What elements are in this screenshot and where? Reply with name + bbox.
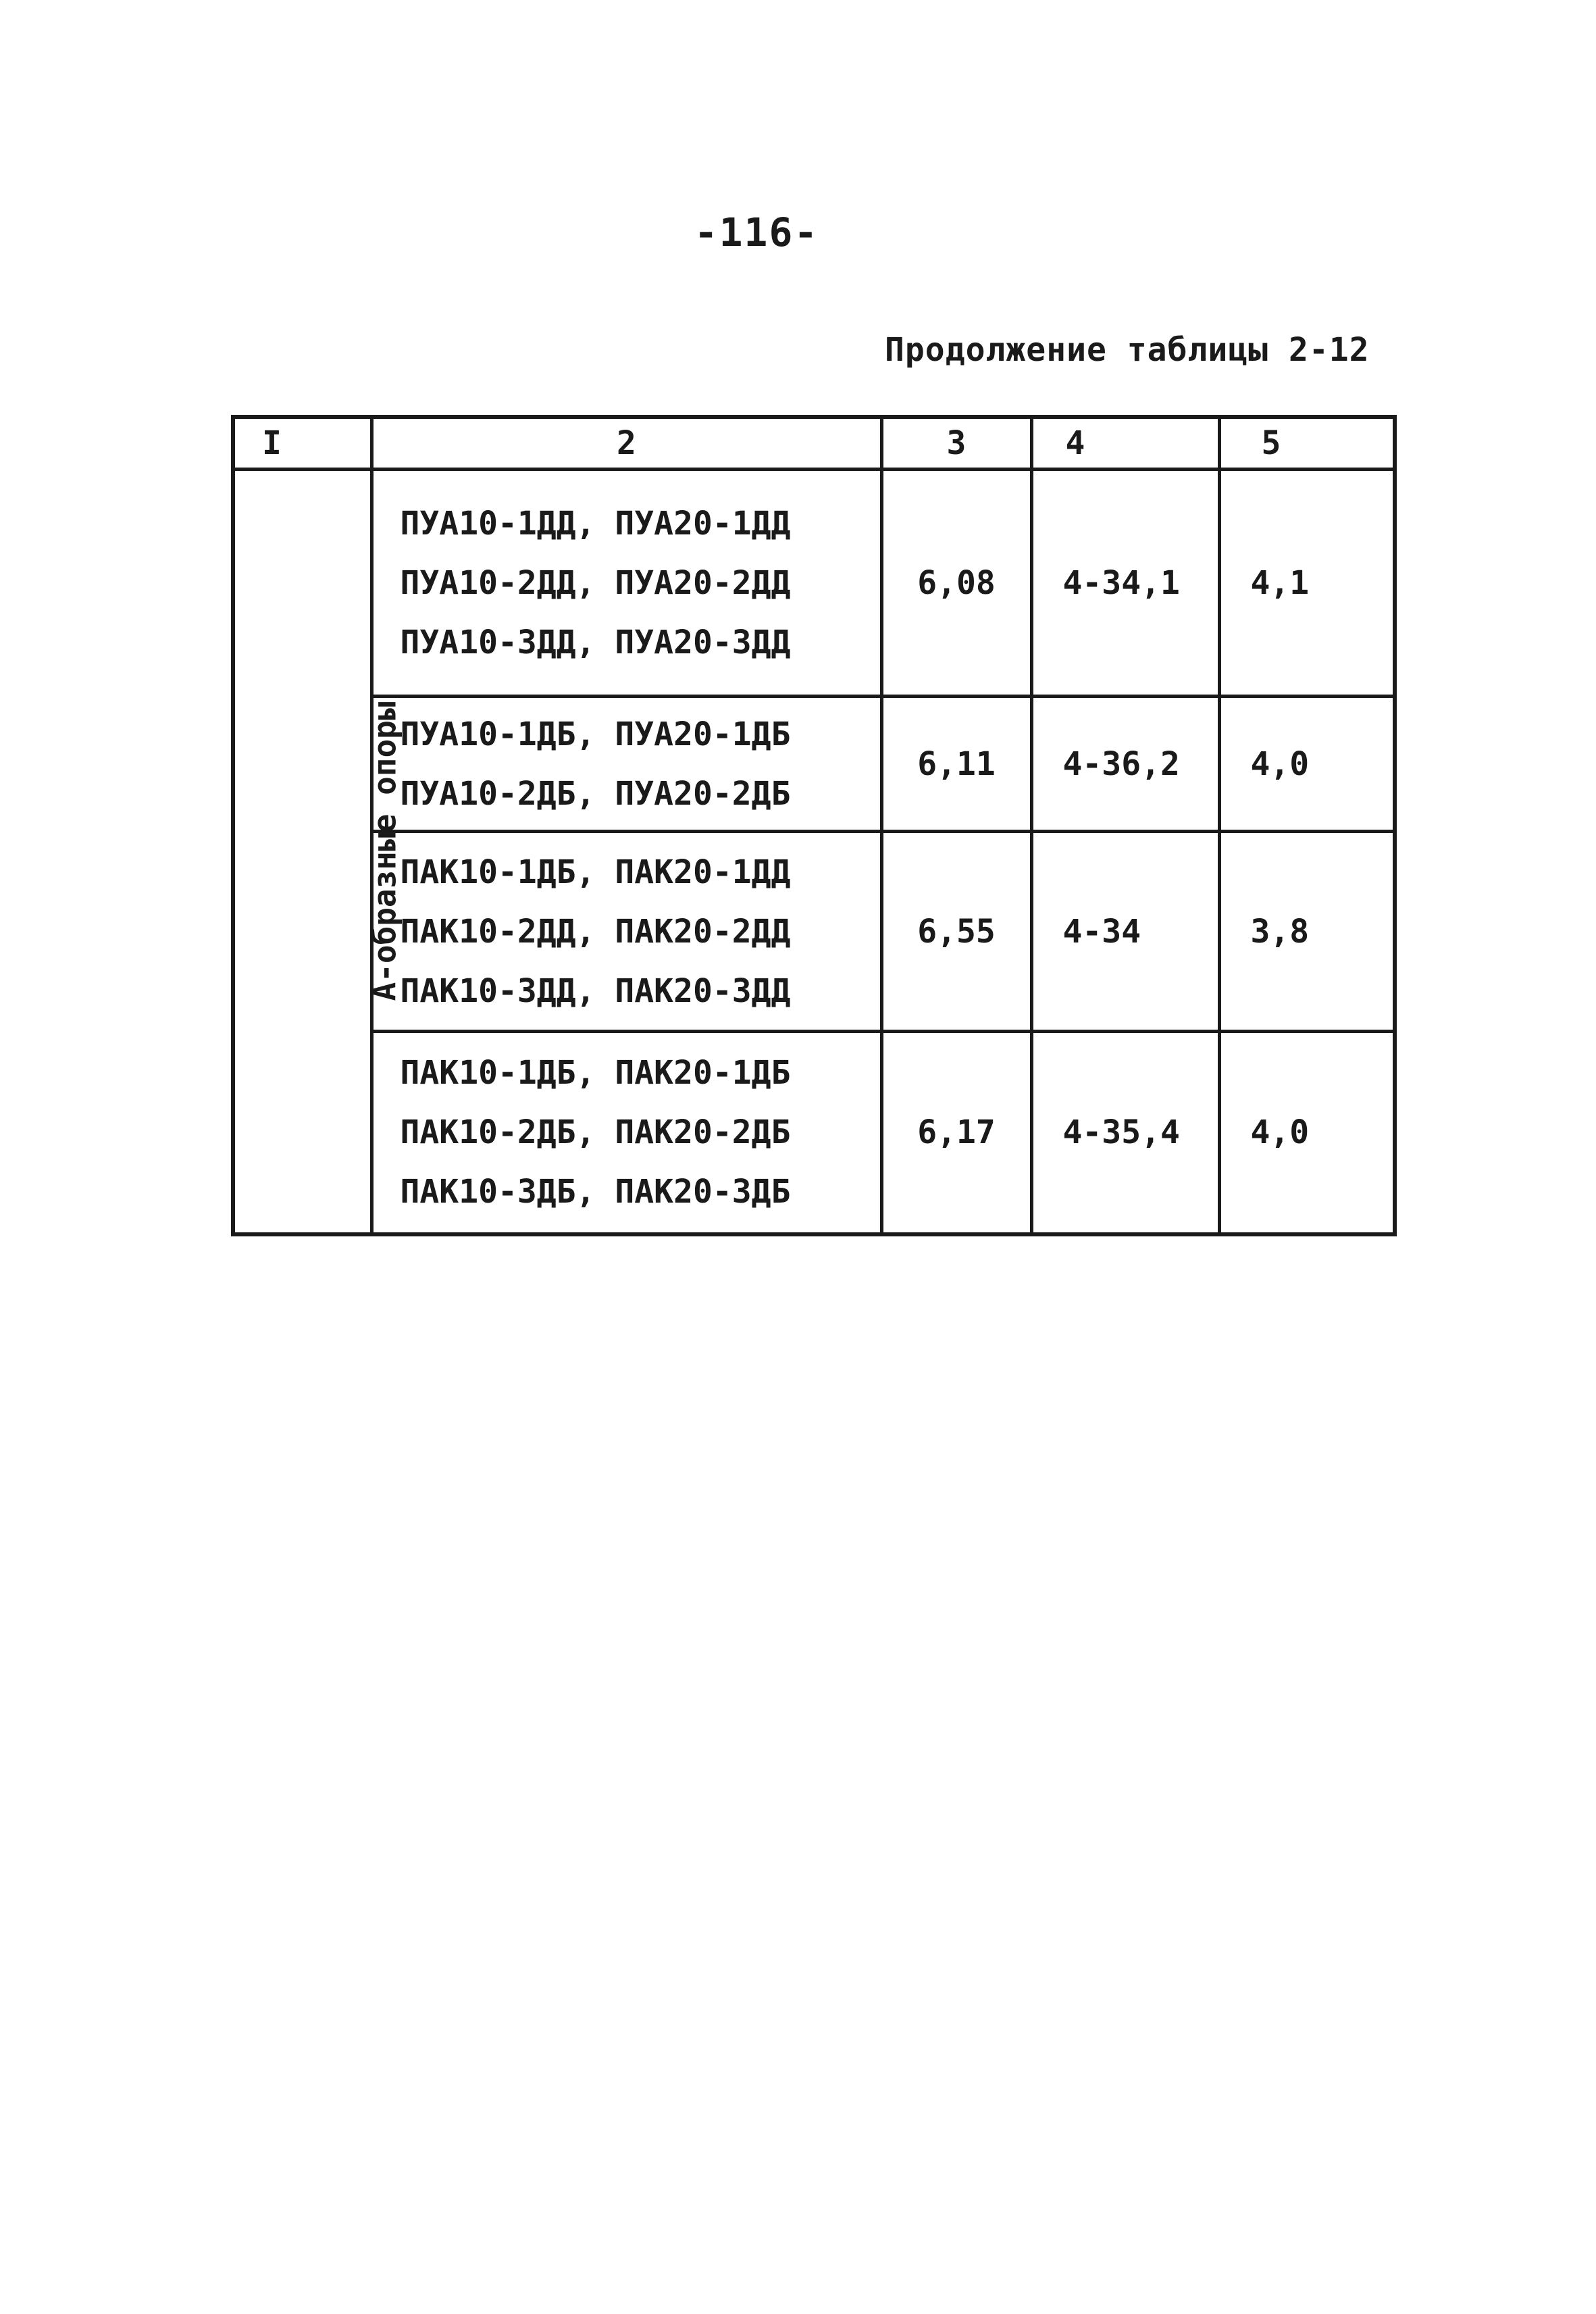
table-row <box>233 697 1395 832</box>
page-number: -116- <box>694 209 819 255</box>
model-line: ПУА10-2ДБ, ПУА20-2ДБ <box>400 774 791 813</box>
model-line: ПАК10-1ДБ, ПАК20-1ДБ <box>400 1054 791 1092</box>
table-row <box>233 1032 1395 1234</box>
table-row <box>233 832 1395 1032</box>
header-col-3: 3 <box>881 417 1031 470</box>
header-col-5: 5 <box>1219 417 1395 470</box>
header-col-1: I <box>233 417 371 470</box>
col5-value: 4,1 <box>1219 470 1395 697</box>
model-line: ПУА10-2ДД, ПУА20-2ДД <box>400 563 791 602</box>
model-line: ПАК10-2ДБ, ПАК20-2ДБ <box>400 1113 791 1152</box>
col5-value: 4,0 <box>1219 697 1395 832</box>
model-line: ПУА10-1ДБ, ПУА20-1ДБ <box>400 715 791 753</box>
side-group-label: А-образные опоры <box>366 701 403 1001</box>
side-group-cell <box>233 470 403 1234</box>
models-cell <box>371 1032 881 1234</box>
model-line: ПАК10-2ДД, ПАК20-2ДД <box>400 912 791 951</box>
header-col-2: 2 <box>371 417 881 470</box>
col4-value: 4-34,1 <box>1031 470 1219 697</box>
models-cell <box>371 832 881 1032</box>
col4-value: 4-36,2 <box>1031 697 1219 832</box>
col5-value: 3,8 <box>1219 832 1395 1032</box>
col4-value: 4-34 <box>1031 832 1219 1032</box>
models-cell <box>371 697 881 832</box>
col5-value: 4,0 <box>1219 1032 1395 1234</box>
model-line: ПАК10-3ДБ, ПАК20-3ДБ <box>400 1173 791 1211</box>
table-row <box>233 470 1395 697</box>
model-line: ПАК10-1ДБ, ПАК20-1ДД <box>400 853 791 891</box>
model-line: ПУА10-1ДД, ПУА20-1ДД <box>400 504 791 543</box>
model-line: ПАК10-3ДД, ПАК20-3ДД <box>400 972 791 1010</box>
table-header-row <box>233 417 1395 470</box>
data-table <box>231 415 1397 1236</box>
col3-value: 6,55 <box>881 832 1031 1032</box>
col3-value: 6,08 <box>881 470 1031 697</box>
models-cell <box>371 470 881 697</box>
header-col-4: 4 <box>1031 417 1219 470</box>
col3-value: 6,17 <box>881 1032 1031 1234</box>
col3-value: 6,11 <box>881 697 1031 832</box>
table-caption: Продолжение таблицы 2-12 <box>885 331 1370 369</box>
model-line: ПУА10-3ДД, ПУА20-3ДД <box>400 623 791 661</box>
col4-value: 4-35,4 <box>1031 1032 1219 1234</box>
